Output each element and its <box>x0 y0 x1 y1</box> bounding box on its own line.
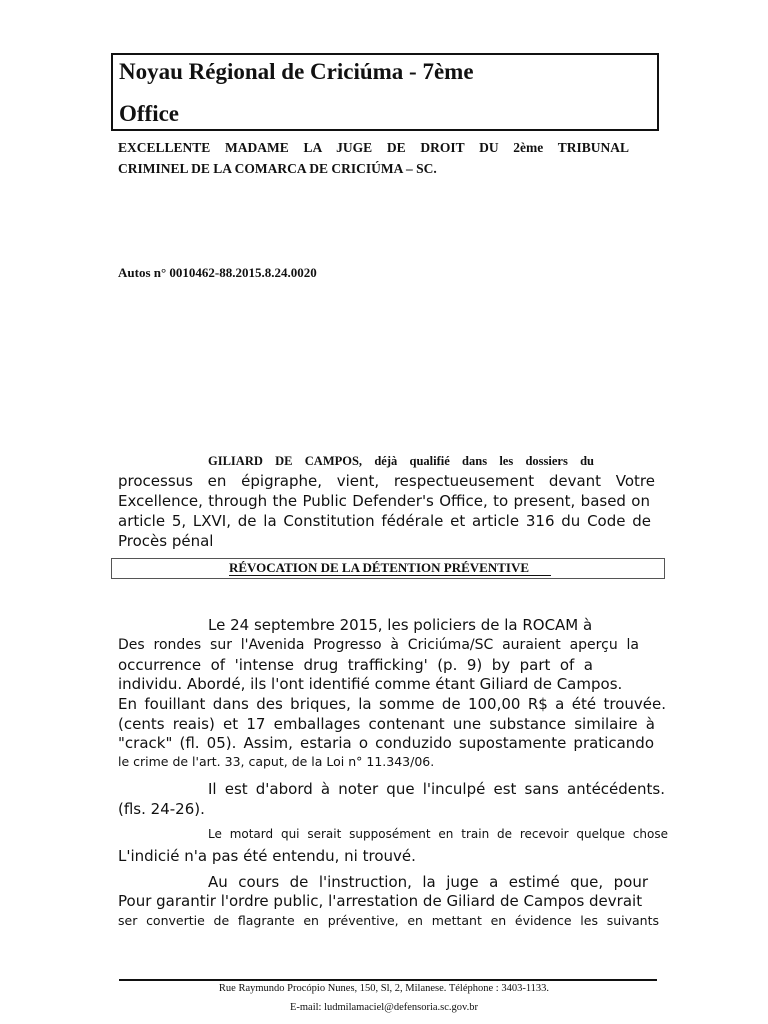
intro-line-4: article 5, LXVI, de la Constitution fédérale et article 316 du Code de <box>118 512 651 530</box>
office-name: Noyau Régional de Criciúma - 7ème <box>119 59 474 84</box>
office-header-box <box>111 53 659 131</box>
body-p2-line-2: (fls. 24-26). <box>118 800 205 818</box>
body-p1-line-8: le crime de l'art. 33, caput, de la Loi n° 11.343/06. <box>118 754 435 769</box>
office-name-continued: Office <box>119 101 180 126</box>
intro-line-3: Excellence, through the Public Defender's Office, to present, based on <box>118 492 650 510</box>
body-p1-line-4: individu. Abordé, ils l'ont identifié comme étant Giliard de Campos. <box>118 675 623 693</box>
body-p1-line-7: "crack" (fl. 05). Assim, estaria o conduzido supostamente praticando <box>118 734 654 752</box>
body-p1-line-5: En fouillant dans des briques, la somme de 100,00 R$ a été trouvée. <box>118 695 666 713</box>
body-p1-line-6: (cents reais) et 17 emballages contenant une substance similaire à <box>118 715 655 733</box>
footer-address: Rue Raymundo Procópio Nunes, 150, Sl, 2, Milanese. Téléphone : 3403-1133. <box>218 983 550 994</box>
body-p1-line-1: Le 24 septembre 2015, les policiers de la ROCAM à <box>208 616 593 634</box>
intro-line-5: Procès pénal <box>118 532 214 550</box>
body-p3-line-2: L'indicié n'a pas été entendu, ni trouvé. <box>118 847 416 865</box>
addressee-line-2: CRIMINEL DE LA COMARCA DE CRICIÚMA – SC. <box>118 161 437 176</box>
body-p4-line-3: ser convertie de flagrante en préventive, en mettant en évidence les suivants <box>118 913 659 928</box>
addressee <box>118 137 629 179</box>
case-number: Autos n° 0010462-88.2015.8.24.0020 <box>118 265 317 280</box>
intro-line-1: GILIARD DE CAMPOS, déjà qualifié dans les dossiers du <box>208 454 594 468</box>
body-p1-line-3: occurrence of 'intense drug trafficking' (p. 9) by part of a <box>118 656 593 674</box>
section-title: RÉVOCATION DE LA DÉTENTION PRÉVENTIVE <box>229 560 551 576</box>
body-p3-line-1: Le motard qui serait supposément en train de recevoir quelque chose <box>208 827 668 841</box>
addressee-line-1: EXCELLENTE MADAME LA JUGE DE DROIT DU 2ème TRIBUNAL <box>118 140 629 155</box>
body-p4-line-2: Pour garantir l'ordre public, l'arrestation de Giliard de Campos devrait <box>118 892 643 910</box>
footer-email: E-mail: ludmilamaciel@defensoria.sc.gov.br <box>289 1002 478 1013</box>
body-p4-line-1: Au cours de l'instruction, la juge a estimé que, pour <box>208 873 648 891</box>
body-p1-line-2: Des rondes sur l'Avenida Progresso à Criciúma/SC auraient aperçu la <box>118 637 639 653</box>
body-p2-line-1: Il est d'abord à noter que l'inculpé est sans antécédents. <box>208 780 665 798</box>
footer-rule <box>119 979 657 981</box>
intro-line-2: processus en épigraphe, vient, respectueusement devant Votre <box>118 472 655 490</box>
